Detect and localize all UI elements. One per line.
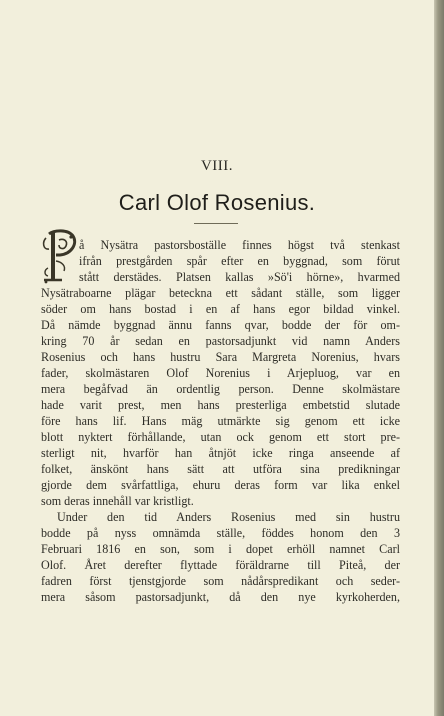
text-line: söder om hans bostad i en af hans egor bildad vinkel. (41, 302, 400, 316)
text-line: som deras innehåll var kristligt. (41, 494, 194, 508)
text-line: Under den tid Anders Rosenius med sin hustru (57, 510, 400, 524)
text-line: fadren först tjenstgjorde som nådårspredikant och seder- (41, 574, 400, 588)
text-line: Olof. Året derefter flyttade föräldrarne till Piteå, der (41, 558, 400, 572)
text-line: Då nämde byggnad ännu fanns qvar, bodde der för om- (41, 318, 400, 332)
chapter-number: VIII. (200, 158, 234, 174)
page-edge-shadow (434, 0, 444, 716)
text-line: Februari 1816 en son, som i dopet erhöll namnet Carl (41, 542, 400, 556)
text-line: mera begåfvad än ordentlig person. Denne skolmästare (41, 382, 400, 396)
text-line: fader, skolmästaren Olof Norenius i Arjepluog, var en (41, 366, 400, 380)
text-line: hade varit prest, men hans presterliga embetstid slutade (41, 398, 400, 412)
text-line: Nysätraboarne plägar beteckna ett sådant ställe, som ligger (41, 286, 400, 300)
text-line: ifrån prestgården spår efter en byggnad, som förut (79, 254, 400, 268)
text-line: Rosenius och hans hustru Sara Margreta Norenius, hvars (41, 350, 400, 364)
text-line: gjorde dem svårfattliga, ehuru deras form var lika enkel (41, 478, 400, 492)
text-line: före hans lif. Hans mäg utmärkte sig genom ett icke (41, 414, 400, 428)
chapter-title: Carl Olof Rosenius. (118, 190, 316, 215)
text-line: blott nyktert förhållande, utan ock genom ett stort pre- (41, 430, 400, 444)
text-line: å Nysätra pastorsboställe finnes högst två stenkast (79, 238, 400, 252)
text-line: mera såsom pastorsadjunkt, då den nye kyrkoherden, (41, 590, 400, 604)
text-line: kring 70 år sedan en pastorsadjunkt vid namn Anders (41, 334, 400, 348)
text-line: sterligt nit, hvarför han åtnjöt icke ringa anseende af (41, 446, 400, 460)
text-line: folket, änskönt hans sätt att utföra sina predikningar (41, 462, 400, 476)
text-line: stått derstädes. Platsen kallas »Sö'i hörne», hvarmed (79, 270, 400, 284)
text-line: bodde på nyss omnämda ställe, föddes honom den 3 (41, 526, 400, 540)
